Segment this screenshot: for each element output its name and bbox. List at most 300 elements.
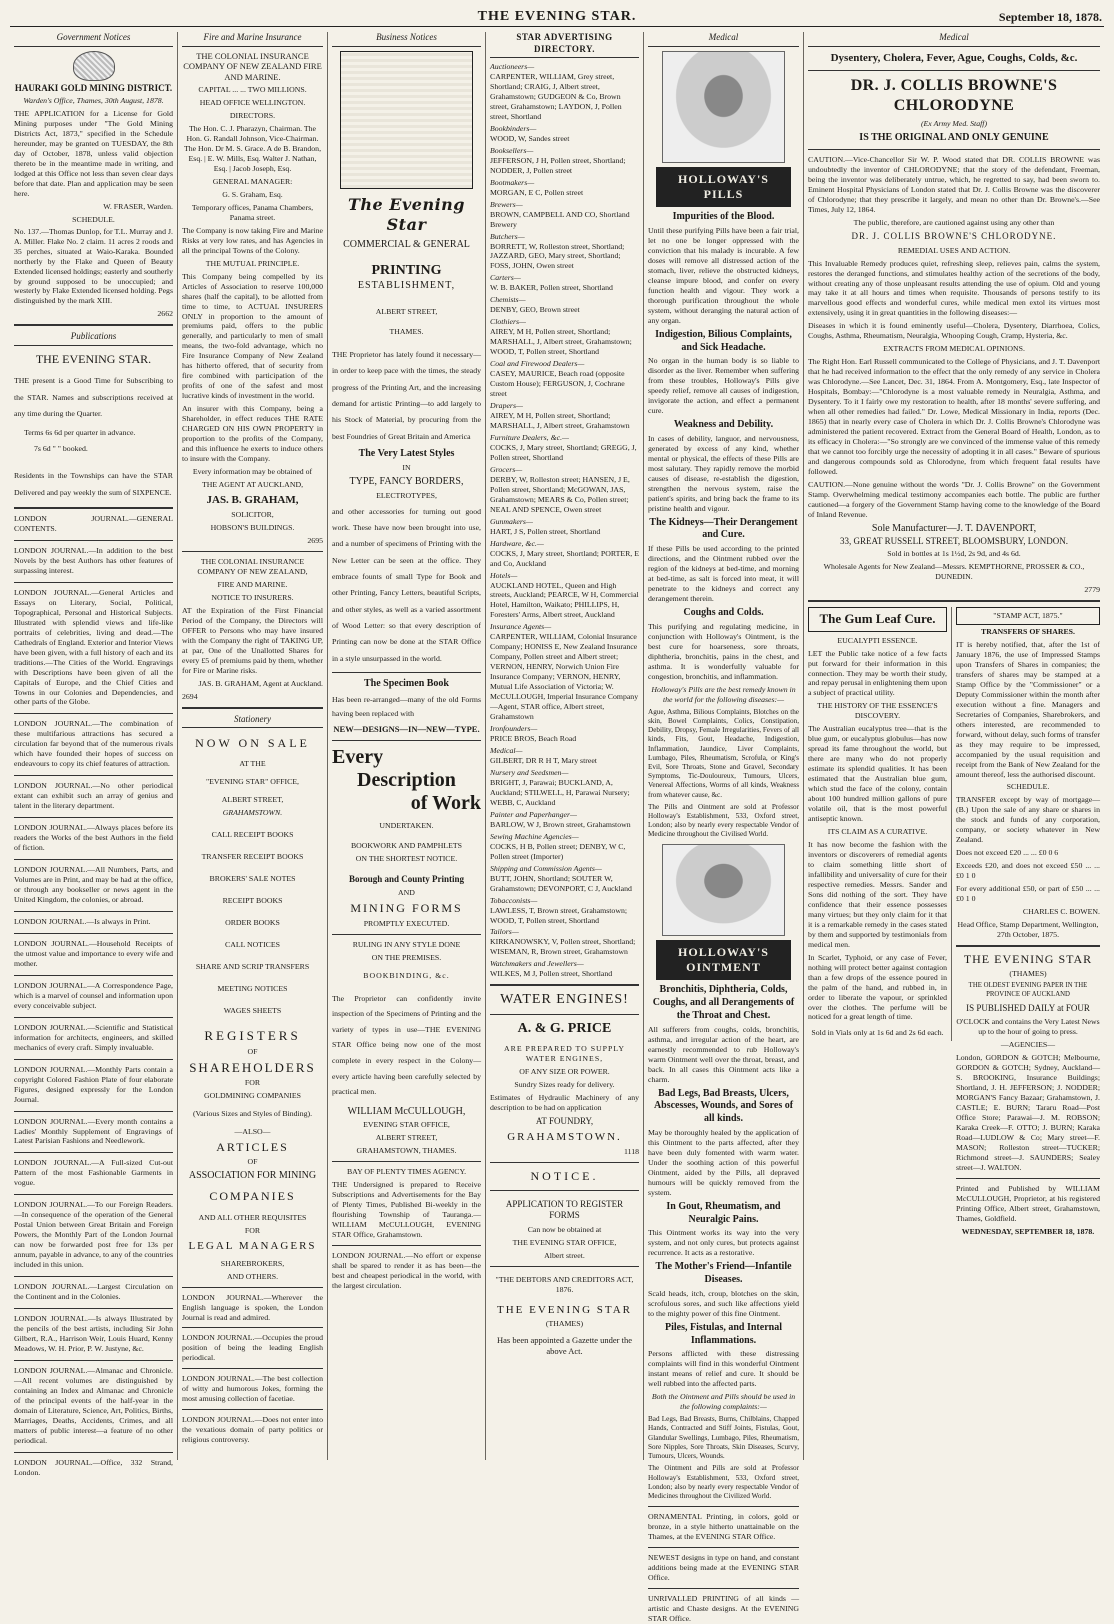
holloway-pills-illustration [662, 51, 785, 163]
newspaper-title: THE EVENING STAR. [477, 9, 637, 24]
london-journal-ad: LONDON JOURNAL.—No effort or expense shall be spared to render it as has been—the best and cheapest periodical in the world, with the largest circulation. [332, 1251, 481, 1291]
stationery-item: TRANSFER RECEIPT BOOKS [201, 852, 304, 862]
notice-body: THE APPLICATION for a License for Gold Mining purposes under "The Gold Mining Districts Act, 1873," specified in the Schedule hereunder, may be granted on TUESDAY, the 8th day of October, 1878, unless valid objection thereto be in the meantime made in writing, and lodged at this Office not less than seven clear days before that date. Plan and application may be seen here. [14, 109, 173, 198]
ointment-sold-notice: The Ointment and Pills are sold at Professor Holloway's Establishment, 533, Oxford street, London; also by nearly every respectable Vendor of Medicines throughout the Civilized World. [648, 1464, 799, 1500]
transfers-heading: TRANSFERS OF SHARES. [981, 626, 1075, 636]
legal-managers-heading: LEGAL MANAGERS [188, 1239, 317, 1252]
insurance-company-subtitle: FIRE AND MARINE. [217, 579, 288, 589]
directory-category: Tobacconists— [490, 895, 538, 905]
promptly-line: PROMPTLY EXECUTED. [363, 918, 450, 928]
in-label: IN [402, 462, 411, 472]
description-heading: Description [357, 768, 456, 791]
directory-names: CARPENTER, WILLIAM, Colonial Insurance Company; HONISS E, New Zealand Insurance Company, Pollen street and Albert street; VERNON, HENRY, Norwich Union Fire Insurance Company; VERNON, HENRY, Mutual Life Association of Victoria; W. McCULLOUGH, Imperial Insurance Company—Agent, STAR office, Albert street, Grahamstown [490, 632, 639, 722]
london-journal-ad: LONDON JOURNAL.—Is always Illustrated by the pencils of the best artists, including Sir John Gilbert, R.A., Harrison Weir, Louis Huard, Kenny Meadows, W. H. Prior, P. W. Justyne, &c. [14, 1314, 173, 1353]
section-heading: Publications [14, 331, 173, 346]
notice-heading: NOTICE. [530, 1168, 599, 1183]
companies-heading: COMPANIES [209, 1189, 296, 1204]
london-journal-ad: LONDON JOURNAL.—The combination of these multifarious attractions has secured a circulation far beyond that of the numerous rivals which have founded their hopes of success on endeavours to copy its chief features of attraction. [14, 719, 173, 769]
directory-category: Gunmakers— [490, 516, 533, 526]
now-on-sale: NOW ON SALE [195, 736, 310, 751]
newspaper-columns [10, 32, 1104, 1623]
london-journal-ad: LONDON JOURNAL.—GENERAL CONTENTS. [14, 513, 173, 533]
london-journal-list [14, 514, 173, 1478]
bookwork-line: BOOKWORK AND PAMPHLETS [350, 840, 463, 850]
mutual-principle-body: This Company being compelled by its Articles of Association to reserve 100,000 shares (half the capital), to be allotted from time to time, to ACTUAL INSURERS ONLY in proportion to the amount of premiums paid, offers to the public generally, and particularly to men of small means, the two-fold advantage, which no Fire Insurance Company of New Zealand has hitherto offered, that of security from fire combined with participation of the profits of one of the safest and most lucrative kinds of investment in the world. [182, 271, 323, 401]
london-journal-ad: LONDON JOURNAL.—To our Foreign Readers.—In consequence of the operation of the General Postal Union between Great Britain and Foreign Powers, the Monthly Part of the London Journal can now be forwarded post free for 13s per annum, payable in advance, to any of the countries included in this union. [14, 1200, 173, 1270]
remedy-body: No organ in the human body is so liable to disorder as the liver. Remember when suffering from these troubles, Holloway's Pills give speedy relief, remove all causes of indigestion, invigorate the action, and effect a permanent cure. [648, 356, 799, 416]
duty-row: Exceeds £20, and does not exceed £50 ... ... £0 1 0 [956, 861, 1100, 881]
duty-row: Does not exceed £20 ... ... £0 0 6 [956, 848, 1059, 858]
directory-names: HART, J S, Pollen street, Shortland [490, 526, 601, 536]
remedy-heading: The Kidneys—Their Derangement and Cure. [649, 516, 798, 541]
section-heading: Business Notices [332, 32, 481, 47]
london-journal-ad: LONDON JOURNAL.—Always places before its readers the Works of the best Authors in the field of fiction. [14, 823, 173, 853]
directory-names: AIREY, M H, Pollen street, Shortland; MARSHALL, J, Albert street, Grahamstown [490, 411, 630, 430]
subscription-terms: Terms 6s 6d per quarter in advance. [24, 428, 136, 438]
caution-body: CAUTION.—Vice-Chancellor Sir W. P. Wood stated that DR. COLLIS BROWNE was undoubtedly the inventor of CHLORODYNE; that the story of the defendant, Freeman, being the inventor was deliberately untrue, which, he regretted to say, had been sworn to. Eminent Hospital Physicians of London stated that Dr. J. Collis Browne was the discoverer of Chlorodyne; that they prescribe it largely, and mean no other than Dr. Browne's.—See Times, July 12, 1864. [808, 155, 1100, 215]
directory-category: Brewers— [490, 199, 523, 209]
stationery-item: SHARE AND SCRIP TRANSFERS [195, 962, 310, 972]
new-designs-line: NEW—DESIGNS—IN—NEW—TYPE. [333, 724, 480, 735]
latest-styles-heading: The Very Latest Styles [358, 448, 455, 460]
stationery-item: BROKERS' SALE NOTES [209, 874, 296, 884]
remedy-heading: In Gout, Rheumatism, and Neuralgic Pains. [666, 1200, 781, 1225]
office-name: "EVENING STAR" OFFICE, [205, 777, 300, 787]
london-journal-ad: LONDON JOURNAL.—Largest Circulation on the Continent and in the Colonies. [14, 1282, 173, 1302]
bay-of-plenty-title: BAY OF PLENTY TIMES AGENCY. [346, 1167, 467, 1177]
gazette-line: Has been appointed a Gazette under the above Act. [497, 1334, 632, 1356]
gum-leaf-subtitle: EUCALYPTI ESSENCE. [837, 635, 918, 645]
caution-government-stamp: CAUTION.—None genuine without the words "Dr. J. Collis Browne" on the Government Stamp. Overwhelming medical testimony accompanies each bottle. The public are further cautioned—a forgery of the Government Stamp having come to the knowledge of the Board of Inland Revenue. [808, 479, 1100, 519]
information-line: Every information may be obtained of [192, 467, 313, 477]
proprietor-name: WILLIAM McCULLOUGH, [347, 1105, 466, 1117]
london-journal-ad: LONDON JOURNAL.—Every month contains a Ladies' Monthly Supplement of Engravings of Latest Parisian Fashions and Needlework. [14, 1116, 173, 1146]
directory-list [490, 62, 639, 979]
dysentery-heading: Dysentery, Cholera, Fever, Ague, Coughs, Colds, &c. [830, 51, 1078, 64]
london-journal-ad: LONDON JOURNAL.—Is always in Print. [14, 916, 151, 926]
chlorodyne-title: DR. J. COLLIS BROWNE'S CHLORODYNE [850, 76, 1058, 115]
column-medical-holloway [644, 32, 804, 1623]
directory-entry [490, 746, 639, 766]
ad-number: 2779 [1084, 585, 1100, 594]
sole-manufacturer: Sole Manufacturer—J. T. DAVENPORT, [871, 522, 1037, 534]
agent-label: THE AGENT AT AUCKLAND, [201, 480, 304, 490]
price-name: A. & G. PRICE [517, 1021, 612, 1037]
remedy-body: This Ointment works its way into the very system, and not only cures, but protects against recurrence. It acts as a restorative. [648, 1228, 799, 1258]
specimen-body: Has been re-arranged—many of the old Forms having been replaced with [332, 694, 481, 718]
directory-entry [490, 62, 639, 122]
both-intro: Both the Ointment and Pills should be used in the following complaints:— [651, 1392, 796, 1412]
london-journal-ad: LONDON JOURNAL.—Almanac and Chronicle.—All recent volumes are distinguished by containing an Index and Almanac and Chronicle of the principal events of the half-year in the domain of Literature, Science, Art, Politics, Births, Marriages, Deaths, Accidents, Crimes, and all matters of public interest—a feature of no other periodical. [14, 1365, 173, 1445]
manufacturer-address: 33, GREAT RUSSELL STREET, BLOOMSBURY, LONDON. [840, 535, 1068, 546]
directory-category: Hotels— [490, 570, 518, 580]
thames-label: (THAMES) [1009, 969, 1047, 979]
stationery-item: CALL NOTICES [225, 940, 280, 950]
published-details: O'CLOCK and contains the Very Latest News up to the hour of going to press. [956, 1017, 1100, 1037]
extracts-heading: EXTRACTS FROM MEDICAL OPINIONS. [883, 344, 1025, 354]
shortest-notice-line: ON THE SHORTEST NOTICE. [355, 853, 458, 863]
oldest-paper-line: THE OLDEST EVENING PAPER IN THE PROVINCE OF AUCKLAND [968, 982, 1088, 999]
directory-category: Booksellers— [490, 145, 534, 155]
association-heading: ASSOCIATION FOR MINING [188, 1170, 317, 1182]
establishment-heading: ESTABLISHMENT, [357, 280, 456, 292]
remedy-heading: Indigestion, Bilious Complaints, and Sick Headache. [655, 328, 792, 353]
london-journal-ad: LONDON JOURNAL.—The best collection of witty and humorous Jokes, forming the most amusing collection of facetiae. [182, 1374, 323, 1404]
stationery-item: WAGES SHEETS [223, 1006, 282, 1016]
directory-category: Watchmakers and Jewellers— [490, 959, 584, 969]
remedy-body: This purifying and regulating medicine, in conjunction with Holloway's Ointment, is the best cure for hoarseness, sore throats, diphtheria, bronchitis, pains in the chest, and asthma. It is wonderfully valuable for congestion, bronchitis, and inflammation. [648, 621, 799, 681]
directory-entry [490, 317, 639, 357]
stamp-act-body: IT is hereby notified, that, after the 1st of January 1876, the use of Impressed Stamps upon Transfers of Shares in companies; the transfers of shares may be stamped at a Stamp Office by the "Commissioner" or a Deputy Commissioner within the month after execution without a fine. Managers and Secretaries of Companies, Sharebrokers, and others interested, are recommended to forward, without delay, such forms of transfer as they may require to be impressed, accompanied by the usual requisition and receipt from the Bank of New Zealand for the amount thereof, less the authorised discount. [956, 639, 1100, 779]
shareholders-heading: SHAREHOLDERS [189, 1059, 316, 1075]
price-sizes: OF ANY SIZE OR POWER. [519, 1067, 610, 1077]
gum-leaf-column [808, 607, 952, 1041]
ad-number: 2694 [182, 691, 198, 701]
history-body: The Australian eucalyptus tree—that is the blue gum, or eucalyptus globulus—has now spread its fame throughout the world, but there are many who do not properly estimate its splendid qualities. It has been estimated that the Australian blue gum, which stud the face of the colony, contain about 100 hundred million gallons of pure volatile oil, that is the most powerful antiseptic known. [808, 724, 947, 824]
directory-entry [490, 465, 639, 515]
mutual-principle-title: THE MUTUAL PRINCIPLE. [205, 258, 300, 268]
crest-illustration [340, 51, 473, 189]
directory-entry [490, 622, 639, 722]
head-office-line: HEAD OFFICE WELLINGTON. [199, 98, 306, 108]
bottle-prices: Sold in bottles at 1s 1½d, 2s 9d, and 4s 6d. [887, 549, 1021, 559]
directory-names: BORRETT, W, Rolleston street, Shortland; JAZZARD, GEO, Mary street, Shortland; FOSS, JOHN, Owen street [490, 241, 625, 271]
london-journal-ad: LONDON JOURNAL.—Monthly Parts contain a copyright Colored Fashion Plate of four elaborate Figures, designed expressly for the London Journal. [14, 1064, 173, 1104]
directory-names: BROWN, CAMPBELL AND CO, Shortland Brewery [490, 209, 630, 229]
directory-names: DENBY, GEO, Brown street [490, 305, 580, 315]
directory-category: Bookbinders— [490, 123, 537, 133]
section-heading: Fire and Marine Insurance [182, 32, 323, 47]
printing-heading: PRINTING [371, 263, 442, 279]
and-label: AND [398, 888, 415, 898]
london-journal-ad: LONDON JOURNAL.—All Numbers, Parts, and Volumes are in Print, and may be had at the office, or through any bookseller or news agent in the United Kingdom, the colonies, or abroad. [14, 865, 173, 905]
office-town: GRAHAMSTOWN. [222, 808, 283, 818]
remedy-body: May be thoroughly healed by the application of this Ointment to the parts affected, after they have been duly fomented with warm water. Under the soothing action of this powerful Ointment, aided by the Pills, all depraved humours will be quickly removed from the system. [648, 1128, 799, 1197]
and-others-line: AND OTHERS. [226, 1271, 279, 1281]
london-journal-ad: LONDON JOURNAL.—Scientific and Statistical information for architects, engineers, and skilled mechanics of every craft. Simply invaluable. [14, 1022, 173, 1052]
original-genuine-line: IS THE ORIGINAL AND ONLY GENUINE [859, 131, 1049, 143]
borough-heading: Borough and County Printing [348, 873, 465, 884]
remedy-heading: Bronchitis, Diphtheria, Colds, Coughs, and all Derangements of the Throat and Chest. [652, 984, 795, 1021]
price-stock: Sundry Sizes ready for delivery. [514, 1080, 615, 1090]
register-forms-office: THE EVENING STAR OFFICE, [512, 1237, 617, 1247]
schedule-title: SCHEDULE. [72, 214, 115, 224]
register-forms-body: Can now be obtained at [527, 1224, 602, 1234]
commercial-heading: COMMERCIAL & GENERAL [343, 239, 470, 251]
insurer-body: An insurer with this Company, being a Shareholder, in effect reduces THE RATE CHARGED ON HIS OWN PROPERTY in proportion to the profits of the Company, and this influence he exerts to induce others to insure with the Company. [182, 404, 323, 464]
agent-role: SOLICITOR, [231, 510, 274, 520]
stationery-item: RECEIPT BOOKS [222, 896, 283, 906]
directory-entry [490, 178, 639, 198]
remedy-body: If these Pills be used according to the printed directions, and the Ointment rubbed over the region of the kidneys at bed-time, and morning at bed-time, as salt is forced into meat, it will penetrate to the kidneys and correct any derangement therein. [648, 544, 799, 604]
stamp-act-column [956, 607, 1100, 1240]
proprietor-office: EVENING STAR OFFICE, [363, 1120, 450, 1130]
of-label: OF [247, 1157, 258, 1167]
holloway-pills-banner: HOLLOWAY'S PILLS [656, 167, 791, 208]
registers-heading: REGISTERS [204, 1028, 301, 1044]
directory-category: Auctioneers— [490, 62, 535, 72]
history-heading: THE HISTORY OF THE ESSENCE'S DISCOVERY. [817, 701, 938, 721]
directory-entry [490, 232, 639, 272]
directory-names: WOOD, W, Sandes street [490, 133, 570, 143]
directory-names: COCKS, H B, Pollen street; DENBY, W C, Pollen street (Importer) [490, 841, 626, 861]
london-journal-ad: LONDON JOURNAL.—No other periodical extant can exhibit such an array of genius and talent in the literary department. [14, 781, 173, 811]
capital-line: CAPITAL ... ... TWO MILLIONS. [198, 85, 307, 95]
newest-designs-ad: NEWEST designs in type on hand, and constant additions being made at the EVENING STAR Office. [648, 1553, 799, 1582]
remedy-body: Persons afflicted with these distressing complaints will find in this wonderful Ointment instant means of relief and cure. It should be well rubbed into the affected parts. [648, 1349, 799, 1389]
schedule-body: No. 137.—Thomas Dunlop, for T.L. Murray and J. A. Miller. Flake No. 2 claim. 11 acres 2 roods and 35 perches, situated at Waio-Karaka. Bounded northerly by the Flake and Queen of Beauty Extended licensed holdings; easterly and southerly by ground supposed to be unoccupied; and westerly by Flake Extended licensed holding. Pegs distinguished by the mark XIII. [14, 226, 173, 306]
stationery-item: MEETING NOTICES [217, 984, 288, 994]
column-government-notices [10, 32, 178, 1477]
inspection-body: The Proprietor can confidently invite inspection of the Specimens of Printing and the variety of types in use—THE EVENING STAR Office being now one of the most complete in every respect in the Colony—every article having been carefully selected by practical men. [332, 993, 481, 1097]
type-borders-heading: TYPE, FANCY BORDERS, [349, 475, 464, 487]
directory-entry [490, 401, 639, 431]
column-business-notices [328, 32, 486, 1460]
claim-heading: ITS CLAIM AS A CURATIVE. [827, 827, 928, 837]
of-label: OF [247, 1046, 258, 1056]
directory-names: BARLOW, W J, Brown street, Grahamstown [490, 819, 631, 829]
printer-imprint: Printed and Published by WILLIAM McCULLOUGH, Proprietor, at his registered Printing Office, Albert street, Grahamstown, Thames, Goldfield. [956, 1183, 1100, 1223]
schedule-heading: SCHEDULE. [1006, 782, 1050, 792]
directory-names: COCKS, J, Mary street, Shortland; GREGG, J, Pollen street, Shortland [490, 442, 637, 462]
schedule-body: TRANSFER except by way of mortgage—(B.) Upon the sale of any share or shares in the stock and funds of any corporation, company, or society whatever in New Zealand. [956, 795, 1100, 845]
remedy-body: All sufferers from coughs, colds, bronchitis, asthma, and irregular action of the heart, are earnestly recommended to rub Holloway's warm Ointment well over the throat, breast, and back. In all cases this Ointment acts like a charm. [648, 1024, 799, 1084]
directory-entry [490, 896, 639, 926]
directory-names: AIREY, M H, Pollen street, Shortland; MARSHALL, J, Albert street, Grahamstown; WOOD, T, Pollen street, Shortland [490, 327, 632, 357]
town-line: THAMES. [389, 326, 424, 336]
notice-title: HAURAKI GOLD MINING DISTRICT. [14, 82, 173, 93]
articles-heading: ARTICLES [216, 1140, 289, 1155]
pills-sold-notice: The Pills and Ointment are sold at Professor Holloway's Establishment, 533, Oxford street, London; also by nearly every respectable Vendor of Medicine throughout the Civilised World. [648, 802, 799, 839]
column-fire-marine-insurance [178, 32, 328, 1460]
diseases-intro: Holloway's Pills are the best remedy known in the world for the following diseases:— [651, 684, 796, 704]
london-journal-ad: LONDON JOURNAL.—Does not enter into the vexatious domain of party politics or religious controversy. [182, 1415, 323, 1445]
mining-forms-heading: MINING FORMS [350, 901, 463, 916]
london-journal-ad: LONDON JOURNAL.—A Correspondence Page, which is a marvel of counsel and information upon every conceivable subject. [14, 980, 173, 1010]
thames-label: (THAMES) [545, 1318, 584, 1328]
imprint-date: WEDNESDAY, SEPTEMBER 18, 1878. [961, 1226, 1095, 1236]
masthead [10, 8, 1104, 27]
directory-category: Shipping and Commission Agents— [490, 863, 602, 873]
publication-title: THE EVENING STAR. [35, 351, 152, 366]
notice-to-insurers-title: NOTICE TO INSURERS. [211, 592, 294, 602]
directory-names: PRICE BROS, Beach Road [490, 734, 577, 744]
ad-number: 2695 [307, 536, 323, 545]
directory-names: CARPENTER, WILLIAM, Grey street, Shortland; CRAIG, J, Albert street, Grahamstown; GUDGEON & Co, Brown street, Grahamstown; LAYDON, J, Pollen street, Shortland [490, 72, 622, 121]
stationery-item: CALL RECEIPT BOOKS [211, 830, 294, 840]
notice-signature: JAS. B. GRAHAM, Agent at Auckland. [198, 678, 323, 688]
office-street: ALBERT STREET, [221, 795, 284, 805]
ruling-line: RULING IN ANY STYLE DONE [352, 939, 461, 949]
remedy-heading: Bad Legs, Bad Breasts, Ulcers, Abscesses, Wounds, and Sores of all kinds. [653, 1087, 794, 1125]
directory-entry [490, 146, 639, 176]
unrivalled-printing-ad: UNRIVALLED PRINTING of all kinds — artistic and Chaste designs. At the EVENING STAR Office. [648, 1593, 799, 1623]
stamp-act-office: Head Office, Stamp Department, Wellington, 27th October, 1875. [957, 920, 1099, 940]
remedy-body: In cases of debility, languor, and nervousness, generated by excess of any kind, whether mental or physical, the effects of these Pills are most salutary. They rapidly remove the morbid causes of disease, re-establish the digestion, strengthen the nervous system, raise the patient's spirits, and bring back the frame to its pristine health and vigour. [648, 433, 799, 513]
directory-category: Bootmakers— [490, 177, 535, 187]
directory-names: BUTT, JOHN, Shortland; SOUTER W, Grahamstown; DEVONPORT, C J, Auckland [490, 873, 632, 893]
london-journal-ad: LONDON JOURNAL.—Occupies the proud position of being the leading English periodical. [182, 1333, 323, 1363]
directory-names: CASEY, MAURICE, Beach road (opposite Custom House); FERGUSON, J, Cochrane street [490, 369, 625, 399]
ad-number: 2662 [157, 309, 173, 319]
directory-entry [490, 864, 639, 894]
gum-leaf-body: LET the Public take notice of a few facts put forward for their information in this connection. They may be worth their study, and repay perusal in enlightening them upon a subject of practical utility. [808, 648, 948, 698]
diseases-list: Diseases in which it is found eminently useful—Cholera, Dysentery, Diarrhoea, Colics, Coughs, Asthma, Rheumatism, Neuralgia, Whooping Cough, Cramp, Hysteria, &c. [808, 321, 1100, 341]
london-journal-ad: LONDON JOURNAL.—A Full-sized Cut-out Pattern of the most Fashionable Garments in vogue. [14, 1158, 173, 1188]
register-forms-street: Albert street. [544, 1250, 585, 1260]
directory-entry [490, 571, 639, 621]
notice-signature: W. FRASER, Warden. [103, 201, 173, 211]
extracts-body: The Right Hon. Earl Russell communicated to the College of Physicians, and J. T. Davenport that he had received information to the effect that the only remedy of any service in Cholera was Chlorodyne.—See Lancet, Dec. 31, 1864. From A. Montgomery, Esq., late Inspector of Hospitals, Bombay:—"Chlorodyne is a most valuable remedy in Neuralgia, Asthma, and Dysentery. To it I fairly owe my restoration to health, after 18 months' severe suffering, and when all other remedies had failed." Dr. Lowe, Medical Missionary in India, reports (Dec. 1865) that in nearly every case of Cholera in which Dr. J. Collis Browne's Chlorodyne was administered the patient recovered. Extract from the General Board of Health, London, as to its efficacy in Cholera:—"So strongly are we convinced of the immense value of this remedy that we cannot too forcibly urge the necessity of adopting it in all cases." Beware of spurious and dangerous compounds sold as Chlorodyne, from which frequent fatal results have followed. [808, 357, 1100, 476]
electrotypes-heading: ELECTROTYPES, [376, 490, 437, 500]
remedy-heading: Coughs and Colds. [683, 607, 764, 619]
ornamental-printing-ad: ORNAMENTAL Printing, in colors, gold or bronze, in a style hitherto unattainable on the Thames, at the EVENING STAR Office. [648, 1512, 799, 1542]
undertaken-line: UNDERTAKEN. [379, 820, 434, 830]
agencies-list: London, GORDON & GOTCH; Melbourne, GORDON & GOTCH; Sydney, Auckland—S. BROOKING, Insurance Buildings; Shortland, J. H. JEFFERSON; J. NODDER; MORGAN'S Fancy Bazaar; Grahamstown, J. CASTLE; E. BURN; Tararu Road—Post Office Store; Parawai—J. M. ROBSON; Karaka Creek—F. OTTO; J. BURN; Karaka Road—LUDLOW & Co; Mary street—F. MASON; Rolleston street—TUCKER; Richmond street—J. SAUNDERS; Sealey street—J. WALTON. [956, 1053, 1100, 1172]
premises-line: ON THE PREMISES. [371, 952, 442, 962]
public-caution: The public, therefore, are cautioned against using any other than [853, 218, 1055, 228]
notice-office: Warden's Office, Thames, 30th August, 1878. [23, 96, 164, 106]
stamp-act-signature: CHARLES C. BOWEN. [1022, 907, 1100, 917]
subscription-terms-booked: 7s 6d " " booked. [34, 444, 88, 454]
directory-category: Painter and Paperhanger— [490, 809, 577, 819]
directory-entry [490, 124, 639, 144]
section-heading: STAR ADVERTISING DIRECTORY. [490, 32, 639, 58]
agent-name: JAS. B. GRAHAM, [206, 493, 299, 506]
column-medical-chlorodyne [804, 32, 1104, 1460]
paper-gothic-title: The Evening Star [348, 194, 465, 234]
directory-entry [490, 295, 639, 315]
directory-names: GILBERT, DR R H T, Mary street [490, 755, 597, 765]
directory-category: Insurance Agents— [490, 622, 552, 632]
directory-category: Tailors— [490, 927, 519, 937]
directory-entry [490, 768, 639, 808]
township-delivery-notice: Residents in the Townships can have the STAR Delivered and pay weekly the sum of SIXPENCE. [14, 471, 173, 497]
proprietor-street: ALBERT STREET, [375, 1133, 438, 1143]
directors-label: DIRECTORS. [229, 111, 276, 121]
ad-number: 1118 [623, 1146, 639, 1156]
temporary-offices: Temporary offices, Panama Chambers, Panama street. [191, 202, 314, 222]
for-label: FOR [244, 1078, 261, 1088]
directory-category: Coal and Firewood Dealers— [490, 359, 585, 369]
bookbinding-line: BOOKBINDING, &c. [363, 970, 450, 980]
royal-crest-icon [73, 51, 115, 81]
directory-names: WILKES, M J, Pollen street, Shortland [490, 969, 613, 979]
duty-row: For every additional £50, or part of £50 ... ... £0 1 0 [956, 884, 1100, 904]
directory-names: W. B. BAKER, Pollen street, Shortland [490, 283, 613, 293]
directory-entry [490, 927, 639, 957]
printing-body: and other accessories for turning out good work. These have now been brought into use, and a number of specimens of Printing with the New Letter can be seen at the office. They embrace founts of small Type for Book and other Printing, Fancy Letters, beautiful Scripts, and other styles, as well as a varied assortment of Wood Letter: so that every description of Printing can now be done at the STAR Office in a style unsurpassed in the world. [332, 506, 481, 663]
complaints-list: Bad Legs, Bad Breasts, Burns, Chilblains, Chapped Hands, Contracted and Stiff Joints, Fistulas, Gout, Glandular Swellings, Lumbago, Piles, Rheumatism, Sore Nipples, Sore Throats, Skin Diseases, Scurvy, Tumours, Ulcers, Wounds. [648, 1415, 799, 1461]
directory-names: JEFFERSON, J H, Pollen street, Shortland; NODDER, J, Pollen street [490, 155, 626, 175]
directory-entry [490, 433, 639, 463]
company-body: The Company is now taking Fire and Marine Risks at very low rates, and has Agencies in all the principal Towns of the Colony. [182, 225, 323, 255]
insurance-company-title: THE COLONIAL INSURANCE COMPANY OF NEW ZEALAND FIRE AND MARINE. [183, 50, 322, 83]
section-heading: Medical [808, 32, 1100, 47]
directory-category: Ironfounders— [490, 724, 538, 734]
directory-entry [490, 724, 639, 744]
specimen-book-heading: The Specimen Book [363, 678, 449, 690]
directory-names: KIRKANOWSKY, V, Pollen street, Shortland; WISEMAN, R, Brown street, Grahamstown [490, 937, 636, 957]
directory-entry [490, 359, 639, 399]
remedy-heading: Piles, Fistulas, and Internal Inflammations. [665, 1321, 782, 1346]
remedy-heading: Weakness and Debility. [673, 419, 774, 431]
chlorodyne-name-line: DR. J. COLLIS BROWNE'S CHLORODYNE. [851, 231, 1057, 242]
price-town: GRAHAMSTOWN. [507, 1131, 622, 1144]
register-forms-title: APPLICATION TO REGISTER FORMS [505, 1198, 624, 1221]
directory-entry [490, 959, 639, 979]
holloway-ointment-banner: HOLLOWAY'S OINTMENT [656, 940, 791, 981]
directory-names: BRIGHT, J, Parawai; BUCKLAND, A, Auckland; STILWELL, H, Parawai Nursery; WEBB, C, Auckland [490, 777, 630, 807]
insurance-company-title-2: THE COLONIAL INSURANCE COMPANY OF NEW ZEALAND, [197, 556, 308, 576]
section-heading: Stationery [182, 714, 323, 729]
remedy-body: Scald heads, itch, croup, blotches on the skin, scrofulous sores, and such like affections yield to the mighty power of this fine Ointment. [648, 1288, 799, 1318]
directory-entry [490, 832, 639, 862]
directory-names: MORGAN, E C, Pollen street [490, 187, 584, 197]
for-label: FOR [244, 1225, 261, 1235]
london-journal-ad: LONDON JOURNAL.—In addition to the best Novels by the best Authors has other features of surpassing interest. [14, 545, 173, 575]
agent-address: HOBSON'S BUILDINGS. [210, 523, 295, 533]
directory-category: Grocers— [490, 464, 523, 474]
remedial-heading: REMEDIAL USES AND ACTION. [897, 245, 1011, 255]
stamp-act-title: "STAMP ACT, 1875." [956, 607, 1100, 625]
claim-body: It has now become the fashion with the inventors or discoverers of remedial agents to claim something little short of infallibility and universality of cure for their respective remedies. Messrs. Sander and Sons did nothing of the sort. They have confidence that their essence possesses many virtues; but they only claim for it that it is a remarkable remedy in the cases stated by them and supported by testimonials from medical men. [808, 840, 947, 949]
directors-list: The Hon. C. J. Pharazyn, Chairman. The Hon. G. Randall Johnson, Vice-Chairman. The Hon. Dr M. S. Grace. A de B. Brandon, Esq. | E. W. Mills, Esq. Walter J. Nathan, Esq. | Jacob Joseph, Esq. [183, 124, 322, 173]
issue-date: September 18, 1878. [998, 10, 1102, 24]
directory-names: DERBY, W, Rolleston street; HANSEN, J E, Pollen street, Shortland; McGOWAN, JAS, Grahamstown; MEARS & Co, Pollen street; NEAL AND SPENCE, Owen street [490, 474, 630, 514]
of-work-heading: of Work [410, 791, 481, 814]
scarlet-fever-body: In Scarlet, Typhoid, or any case of Fever, nothing will protect better against contagion than a few drops of the essence poured in the palm of the hand, and rubbed in, in order to liberate the vapour, or sprinkled over the clothes. The perfume will be noticed for a great length of time. [808, 952, 947, 1022]
remedy-heading: Impurities of the Blood. [672, 211, 775, 223]
directory-names: COCKS, J, Mary street, Shortland; PORTER, E and Co, Auckland [490, 548, 639, 568]
london-journal-ad: LONDON JOURNAL.—Household Receipts of the utmost value and importance to every wife and mother. [14, 938, 173, 968]
goldmining-companies: GOLDMINING COMPANIES [204, 1091, 301, 1101]
gum-leaf-title: The Gum Leaf Cure. [808, 607, 947, 632]
section-heading: Medical [648, 32, 799, 47]
directory-category: Medical— [490, 746, 523, 755]
proprietor-body: THE Proprietor has lately found it necessary—in order to keep pace with the times, the steady progress of the Printing Art, and the increasing demand for artistic Printing—to add largely to his Stock of Material, by procuring from the best Foundries of Great Britain and America [332, 349, 481, 441]
notice-to-insurers-body: AT the Expiration of the First Financial Period of the Company, the Directors will OFFER to Persons who may have insured with the Company the right of TAKING UP, at par, One of the Unallotted Shares for every £5 of premiums paid by them, whether for Fire or Marine risks. [182, 605, 323, 675]
proprietor-town: GRAHAMSTOWN, THAMES. [356, 1146, 457, 1156]
ex-army-label: (Ex Army Med. Staff) [920, 118, 988, 128]
directory-category: Chemists— [490, 295, 526, 305]
subscription-notice: THE present is a Good Time for Subscribing to the STAR. Names and subscriptions received at any time during the Quarter. [14, 376, 173, 418]
every-heading: Every [332, 745, 384, 768]
directory-entry [490, 539, 639, 569]
remedy-heading: The Mother's Friend—Infantile Diseases. [655, 1261, 792, 1286]
london-journal-ad: LONDON JOURNAL.—Office, 332 Strand, London. [14, 1457, 173, 1477]
directory-category: Hardware, &c.— [490, 538, 544, 548]
directory-category: Drapers— [490, 401, 523, 411]
binding-sizes: (Various Sizes and Styles of Binding). [192, 1109, 313, 1119]
section-heading: Government Notices [14, 32, 173, 47]
agencies-heading: —AGENCIES— [1000, 1040, 1056, 1050]
evening-star-heading: THE EVENING STAR [963, 952, 1093, 967]
remedial-body: This Invaluable Remedy produces quiet, refreshing sleep, relieves pain, calms the system, restores the deranged functions, and stimulates healthy action of the secretions of the body, without creating any of those unpleasant results attending the use of opium. Old and young may take it at all hours and times when requisite. Thousands of persons testify to its marvellous good effects and wonderful cures, while medical men extol its virtues most extensively, using it in great quantities in the following diseases:— [808, 258, 1100, 318]
directory-entry [490, 200, 639, 230]
sharebrokers-line: SHAREBROKERS, [220, 1258, 285, 1268]
london-journal-ad: LONDON JOURNAL.—Wherever the English language is spoken, the London Journal is read and admired. [182, 1292, 323, 1322]
directory-entry [490, 517, 639, 537]
stationery-item: ORDER BOOKS [225, 918, 280, 928]
debtors-act-title: "THE DEBTORS AND CREDITORS ACT, 1876. [495, 1274, 634, 1294]
requisites-line: AND ALL OTHER REQUISITES [198, 1212, 307, 1222]
evening-star-heading: THE EVENING STAR [497, 1303, 632, 1316]
vial-prices: Sold in Vials only at 1s 6d and 2s 6d each. [811, 1028, 944, 1038]
holloway-ointment-illustration [662, 844, 785, 936]
directory-category: Sewing Machine Agencies— [490, 831, 579, 841]
diseases-list: Ague, Asthma, Bilious Complaints, Blotches on the skin, Bowel Complaints, Colics, Constipation, Debility, Dropsy, Female Irregularities, Fevers of all kinds, Fits, Gout, Headache, Indigestion, Inflammation, Jaundice, Liver Complaints, Lumbago, Piles, Rheumatism, Scrofula, or King's Evil, Sore Throats, Stone and Gravel, Secondary Symptoms, Tic-Douloureux, Tumours, Ulcers, Venereal Affections, Worms of all kinds, Weakness from whatever cause, &c. [648, 707, 799, 799]
